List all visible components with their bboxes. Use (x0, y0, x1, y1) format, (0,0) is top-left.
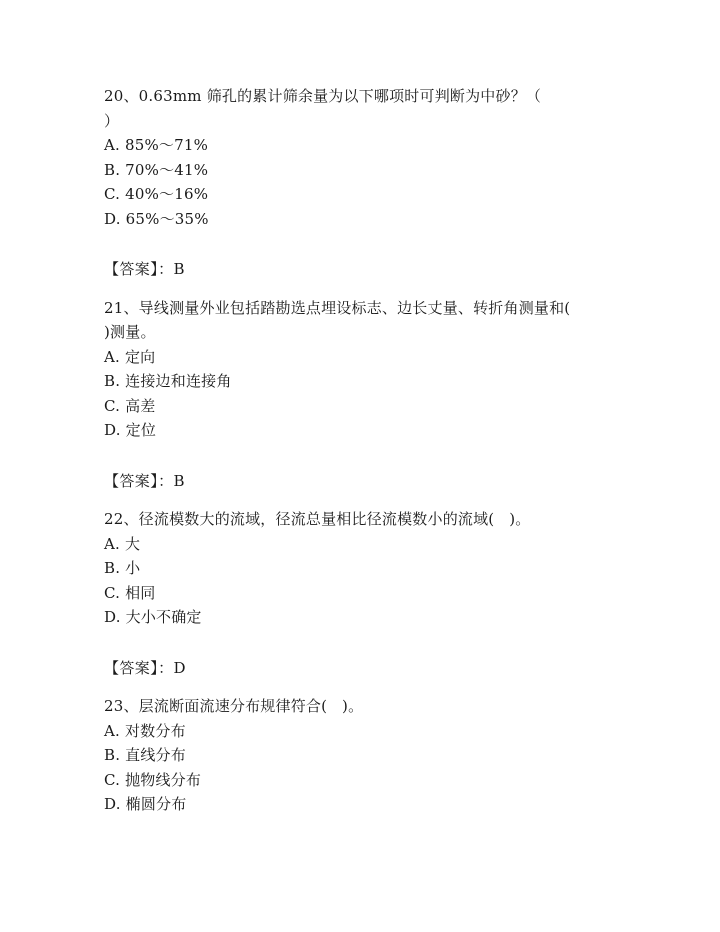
answer-20: 【答案】：B (104, 260, 185, 278)
question-text-line: 23、层流断面流速分布规律符合( )。 (104, 697, 364, 715)
option-d: D. 65%～35% (104, 209, 209, 228)
option-d: D. 椭圆分布 (104, 795, 187, 813)
option-b: B. 直线分布 (104, 746, 186, 764)
option-c: C. 相同 (104, 583, 156, 602)
document-page (104, 84, 624, 817)
question-text-line: ） (104, 111, 120, 130)
question-20 (104, 84, 624, 231)
option-a: A. 85%～71% (104, 136, 209, 154)
option-d: D. 大小不确定 (104, 608, 202, 626)
option-b: B. 70%～41% (104, 160, 209, 179)
answer-21: 【答案】：B (104, 471, 185, 490)
option-c: C. 抛物线分布 (104, 770, 202, 789)
option-b: B. 连接边和连接角 (104, 372, 232, 390)
question-23 (104, 694, 624, 817)
option-a: A. 定向 (104, 347, 156, 366)
question-21 (104, 296, 624, 443)
option-a: A. 大 (104, 534, 141, 553)
option-a: A. 对数分布 (104, 721, 186, 740)
option-b: B. 小 (104, 559, 141, 577)
option-d: D. 定位 (104, 421, 157, 439)
question-text-line: )测量。 (104, 323, 156, 341)
question-22 (104, 507, 624, 630)
question-text-line: 21、导线测量外业包括踏勘选点埋设标志、边长丈量、转折角测量和( (104, 298, 571, 317)
option-c: C. 40%～16% (104, 185, 209, 203)
option-c: C. 高差 (104, 396, 156, 415)
question-text-line: 20、0.63mm 筛孔的累计筛余量为以下哪项时可判断为中砂？（ (104, 87, 542, 105)
answer-22: 【答案】：D (104, 658, 186, 677)
question-text-line: 22、径流模数大的流域，径流总量相比径流模数小的流域( )。 (104, 510, 531, 528)
